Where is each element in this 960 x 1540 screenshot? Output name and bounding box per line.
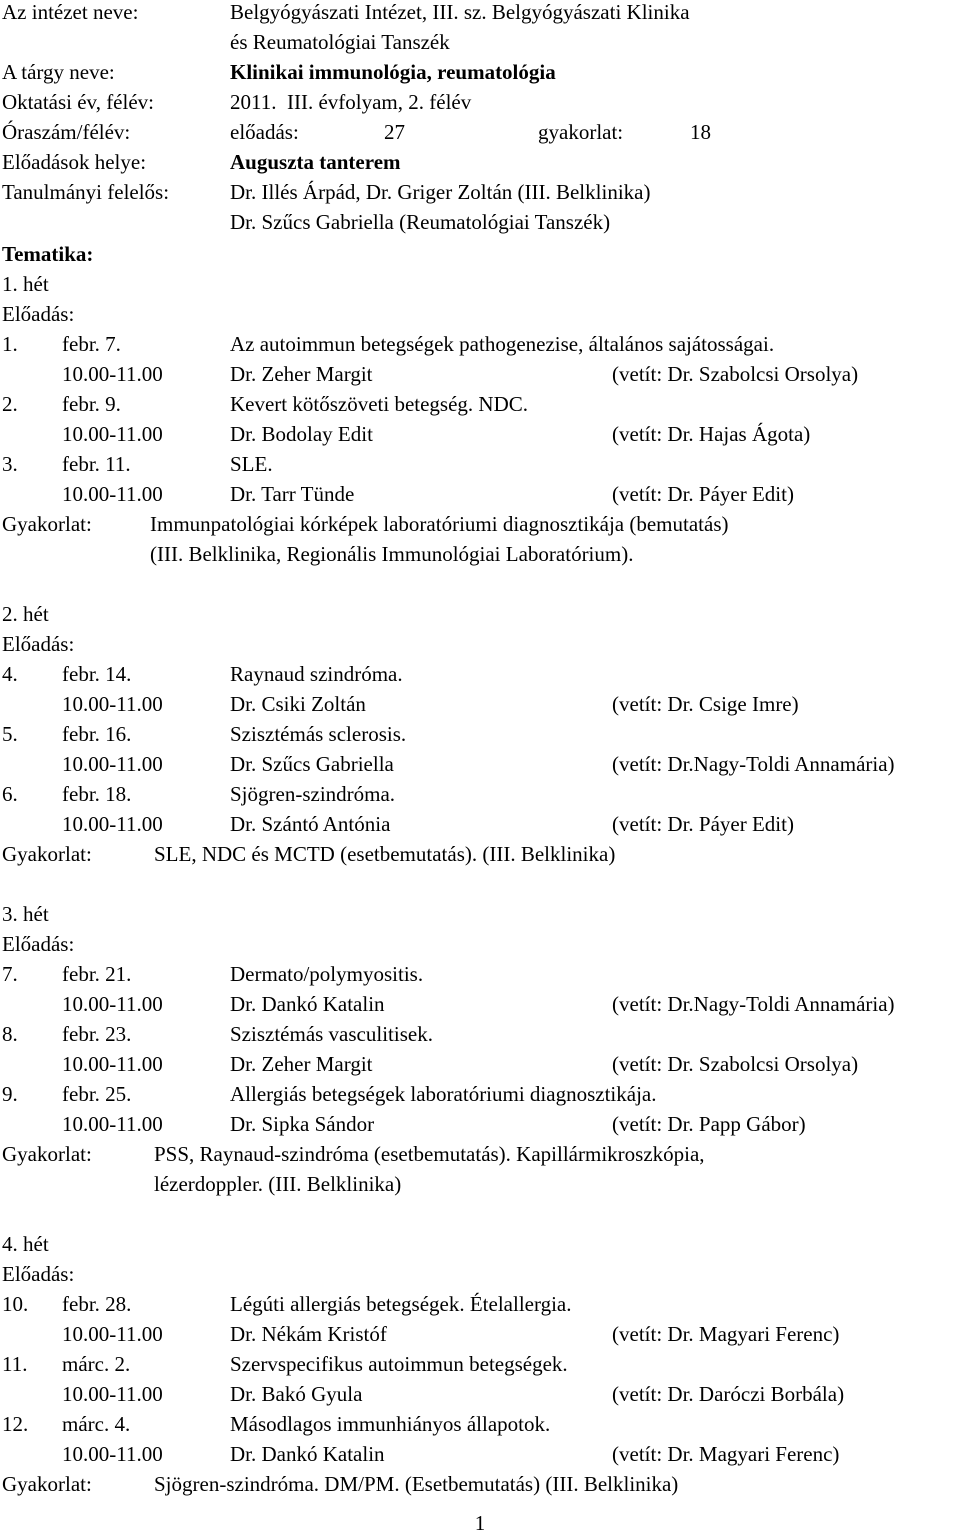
year-label: Oktatási év, félév: — [2, 90, 154, 114]
lecture-time: 10.00-11.00 — [62, 1442, 163, 1466]
lecture-number: 6. — [2, 782, 18, 806]
lecture-number: 11. — [2, 1352, 28, 1376]
responsible-line2: Dr. Szűcs Gabriella (Reumatológiai Tanszék) — [230, 210, 611, 234]
lecture-topic: Légúti allergiás betegségek. Ételallergia. — [230, 1292, 572, 1316]
lecture-number: 4. — [2, 662, 18, 686]
lecture-number: 5. — [2, 722, 18, 746]
lecturer-name: Dr. Dankó Katalin — [230, 992, 385, 1016]
lecturer-name: Dr. Csiki Zoltán — [230, 692, 366, 716]
lecture-date: febr. 25. — [62, 1082, 132, 1106]
week-title-text: 2. hét — [2, 602, 49, 626]
place-label: Előadások helye: — [2, 150, 147, 174]
projector-name: (vetít: Dr. Szabolcsi Orsolya) — [612, 362, 859, 386]
institute-line2: és Reumatológiai Tanszék — [230, 30, 450, 54]
lecture-number: 7. — [2, 962, 18, 986]
practice-text: Immunpatológiai kórképek laboratóriumi diagnosztikája (bemutatás) — [150, 512, 729, 536]
lecturer-name: Dr. Dankó Katalin — [230, 1442, 385, 1466]
lecture-date: márc. 2. — [62, 1352, 131, 1376]
lecture-topic: Szisztémás sclerosis. — [230, 722, 407, 746]
projector-name: (vetít: Dr.Nagy-Toldi Annamária) — [612, 752, 895, 776]
hours-label: Óraszám/félév: — [2, 120, 131, 144]
lecturer-name: Dr. Bakó Gyula — [230, 1382, 363, 1406]
lecture-number: 2. — [2, 392, 18, 416]
lecturer-name: Dr. Nékám Kristóf — [230, 1322, 387, 1346]
year-value: 2011. III. évfolyam, 2. félév — [230, 90, 472, 114]
lecture-topic: Dermato/polymyositis. — [230, 962, 424, 986]
institute-label: Az intézet neve: — [2, 0, 139, 24]
lecturer-name: Dr. Sipka Sándor — [230, 1112, 375, 1136]
practice-text-2: (III. Belklinika, Regionális Immunológiai Laboratórium). — [150, 542, 634, 566]
lecture-date: febr. 11. — [62, 452, 131, 476]
week-title-text: 4. hét — [2, 1232, 49, 1256]
projector-name: (vetít: Dr. Hajas Ágota) — [612, 422, 811, 446]
lecture-hours: 27 — [384, 120, 405, 144]
lecture-topic: Raynaud szindróma. — [230, 662, 403, 686]
lecture-topic: Allergiás betegségek laboratóriumi diagnosztikája. — [230, 1082, 657, 1106]
projector-name: (vetít: Dr. Szabolcsi Orsolya) — [612, 1052, 859, 1076]
lecture-date: febr. 21. — [62, 962, 132, 986]
lecture-number: 12. — [2, 1412, 29, 1436]
projector-name: (vetít: Dr. Magyari Ferenc) — [612, 1322, 840, 1346]
lectures-label: Előadás: — [2, 1262, 75, 1286]
lecture-topic: Másodlagos immunhiányos állapotok. — [230, 1412, 551, 1436]
projector-name: (vetít: Dr. Papp Gábor) — [612, 1112, 806, 1136]
lecture-topic: Sjögren-szindróma. — [230, 782, 396, 806]
lecturer-name: Dr. Zeher Margit — [230, 362, 373, 386]
lecture-topic: Az autoimmun betegségek pathogenezise, általános sajátosságai. — [230, 332, 775, 356]
lecture-time: 10.00-11.00 — [62, 1052, 163, 1076]
lecture-number: 3. — [2, 452, 18, 476]
lecturer-name: Dr. Bodolay Edit — [230, 422, 373, 446]
lecture-time: 10.00-11.00 — [62, 1382, 163, 1406]
lecture-date: febr. 23. — [62, 1022, 132, 1046]
lecture-number: 10. — [2, 1292, 29, 1316]
practice-label: Gyakorlat: — [2, 1472, 92, 1496]
lecturer-name: Dr. Zeher Margit — [230, 1052, 373, 1076]
lecture-topic: Kevert kötőszöveti betegség. NDC. — [230, 392, 529, 416]
lecture-time: 10.00-11.00 — [62, 752, 163, 776]
page-number: 1 — [474, 1511, 486, 1535]
practice-text: SLE, NDC és MCTD (esetbemutatás). (III. Belklinika) — [154, 842, 616, 866]
responsible-line1: Dr. Illés Árpád, Dr. Griger Zoltán (III. Belklinika) — [230, 180, 651, 204]
lectures-label: Előadás: — [2, 932, 75, 956]
lecture-time: 10.00-11.00 — [62, 362, 163, 386]
subject-label: A tárgy neve: — [2, 60, 115, 84]
lecture-date: febr. 9. — [62, 392, 121, 416]
projector-name: (vetít: Dr. Magyari Ferenc) — [612, 1442, 840, 1466]
lecture-time: 10.00-11.00 — [62, 812, 163, 836]
lecture-time: 10.00-11.00 — [62, 692, 163, 716]
practice-text: PSS, Raynaud-szindróma (esetbemutatás). Kapillármikroszkópia, — [154, 1142, 705, 1166]
practice-label: Gyakorlat: — [2, 1142, 92, 1166]
lecture-date: febr. 7. — [62, 332, 121, 356]
practice-text-2: lézerdoppler. (III. Belklinika) — [154, 1172, 402, 1196]
lecturer-name: Dr. Szántó Antónia — [230, 812, 391, 836]
projector-name: (vetít: Dr. Páyer Edit) — [612, 482, 794, 506]
lectures-label: Előadás: — [2, 302, 75, 326]
lecture-time: 10.00-11.00 — [62, 992, 163, 1016]
subject-value: Klinikai immunológia, reumatológia — [230, 60, 556, 84]
lecturer-name: Dr. Szűcs Gabriella — [230, 752, 394, 776]
practice-hours-label: gyakorlat: — [538, 120, 624, 144]
practice-label: Gyakorlat: — [2, 842, 92, 866]
projector-name: (vetít: Dr. Csige Imre) — [612, 692, 799, 716]
tematika-heading: Tematika: — [2, 242, 94, 266]
lecture-date: febr. 18. — [62, 782, 132, 806]
lecture-date: febr. 28. — [62, 1292, 132, 1316]
week-title-text: 1. hét — [2, 272, 49, 296]
lecture-time: 10.00-11.00 — [62, 1322, 163, 1346]
lecture-time: 10.00-11.00 — [62, 422, 163, 446]
lecture-topic: Szervspecifikus autoimmun betegségek. — [230, 1352, 568, 1376]
lecture-topic: SLE. — [230, 452, 273, 476]
practice-text: Sjögren-szindróma. DM/PM. (Esetbemutatás) (III. Belklinika) — [154, 1472, 679, 1496]
lecture-date: febr. 16. — [62, 722, 132, 746]
lecture-time: 10.00-11.00 — [62, 482, 163, 506]
lecture-date: márc. 4. — [62, 1412, 131, 1436]
place-value: Auguszta tanterem — [230, 150, 401, 174]
lecture-number: 8. — [2, 1022, 18, 1046]
practice-hours: 18 — [690, 120, 711, 144]
lectures-label: Előadás: — [2, 632, 75, 656]
projector-name: (vetít: Dr. Daróczi Borbála) — [612, 1382, 845, 1406]
lecturer-name: Dr. Tarr Tünde — [230, 482, 355, 506]
practice-label: Gyakorlat: — [2, 512, 92, 536]
lecture-number: 1. — [2, 332, 18, 356]
projector-name: (vetít: Dr. Páyer Edit) — [612, 812, 794, 836]
responsible-label: Tanulmányi felelős: — [2, 180, 170, 204]
week-title-text: 3. hét — [2, 902, 49, 926]
lecture-number: 9. — [2, 1082, 18, 1106]
lecture-time: 10.00-11.00 — [62, 1112, 163, 1136]
lecture-topic: Szisztémás vasculitisek. — [230, 1022, 433, 1046]
projector-name: (vetít: Dr.Nagy-Toldi Annamária) — [612, 992, 895, 1016]
institute-line1: Belgyógyászati Intézet, III. sz. Belgyógyászati Klinika — [230, 0, 690, 24]
lecture-hours-label: előadás: — [230, 120, 299, 144]
lecture-date: febr. 14. — [62, 662, 132, 686]
